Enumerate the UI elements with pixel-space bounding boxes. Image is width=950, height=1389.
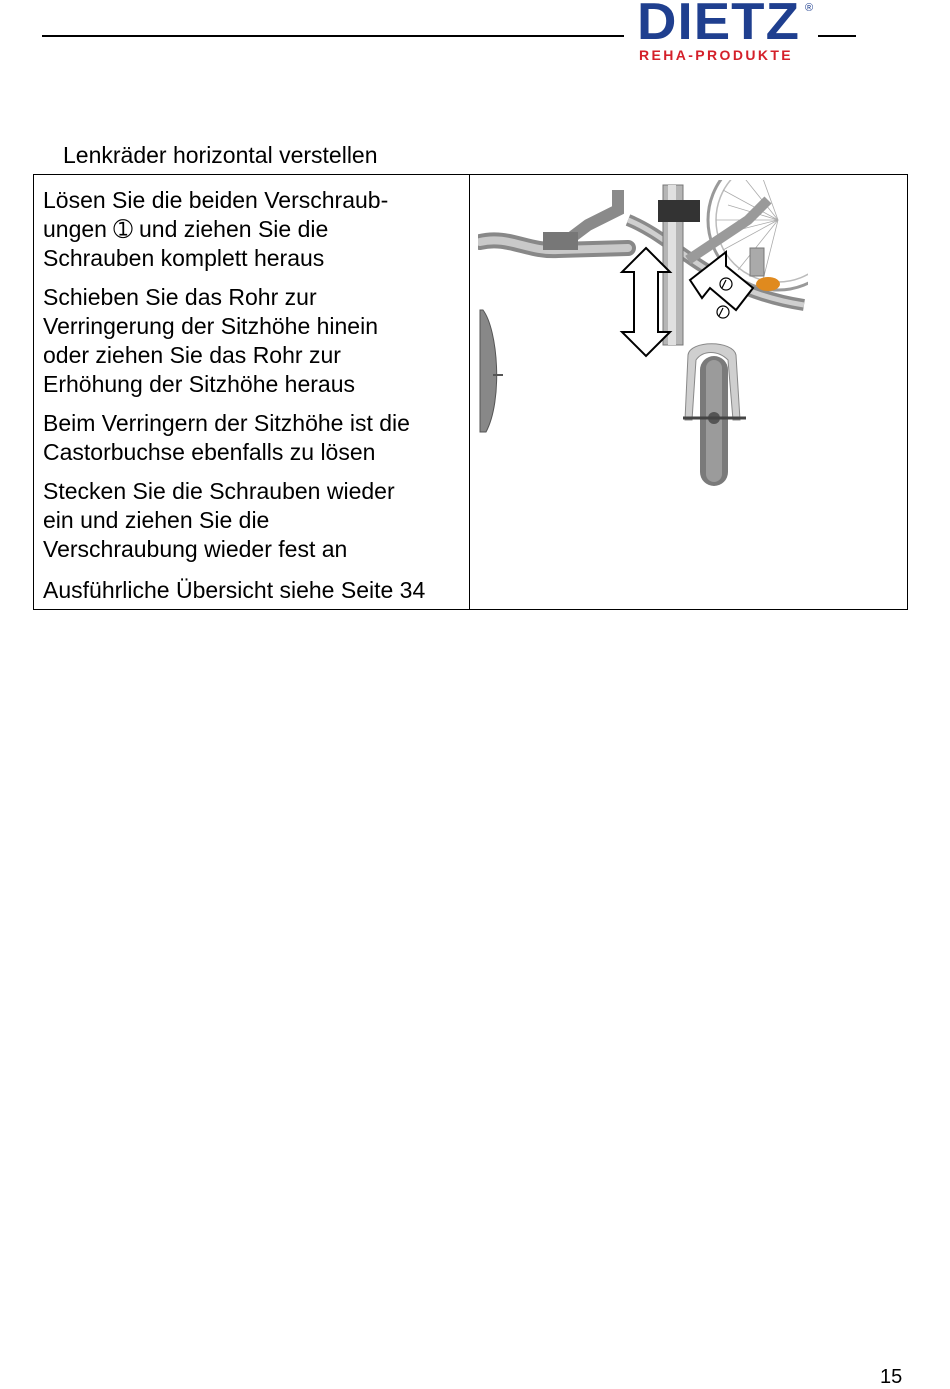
header-rule-right [818,35,856,37]
step-4-line-3: Verschraubung wieder fest an [43,536,348,562]
page-number: 15 [880,1366,903,1388]
registered-mark: ® [805,2,814,14]
step-5-line-1: Ausführliche Übersicht siehe Seite 34 [43,577,426,603]
step-4-line-1: Stecken Sie die Schrauben wieder [43,478,395,504]
step-1-line-2: ungen ➀ und ziehen Sie die [43,216,329,242]
step-1-line-3: Schrauben komplett heraus [43,245,325,271]
step-3 [43,409,463,467]
step-2-line-2: Verringerung der Sitzhöhe hinein [43,313,379,339]
step-1 [43,186,463,273]
step-3-line-1: Beim Verringern der Sitzhöhe ist die [43,410,410,436]
step-1-line-1: Lösen Sie die beiden Verschraub- [43,187,389,213]
logo-subtitle: REHA-PRODUKTE [638,47,794,63]
left-wheel-partial [480,310,503,432]
callout-marker-1 [720,278,732,290]
section-title: Lenkräder horizontal verstellen [63,142,378,168]
callout-marker-2 [717,306,729,318]
logo-wordmark: DIETZ [637,0,800,51]
instruction-text [43,186,463,615]
step-5 [43,576,463,605]
step-2-line-4: Erhöhung der Sitzhöhe heraus [43,371,355,397]
step-2-line-1: Schieben Sie das Rohr zur [43,284,317,310]
step-2-line-3: oder ziehen Sie das Rohr zur [43,342,341,368]
dietz-logo [624,2,818,64]
step-4-line-2: ein und ziehen Sie die [43,507,270,533]
table-divider [469,174,470,610]
caster-wheel [683,344,746,486]
step-4 [43,477,463,564]
wheelchair-caster-photo [478,180,808,492]
header-rule-left [42,35,624,37]
step-2 [43,283,463,399]
step-3-line-2: Castorbuchse ebenfalls zu lösen [43,439,376,465]
